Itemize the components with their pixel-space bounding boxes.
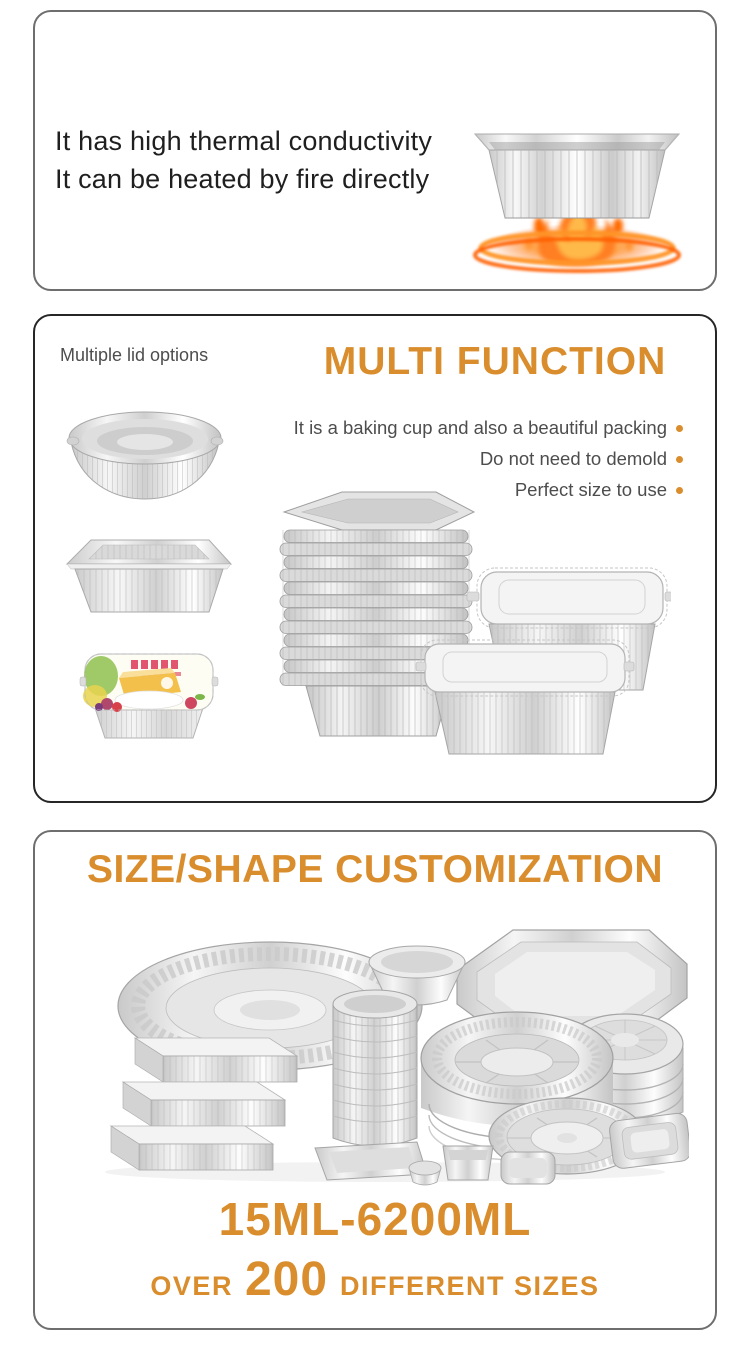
feature-bullet-text: Perfect size to use xyxy=(514,479,667,500)
bullet-dot xyxy=(676,456,683,463)
size-shape-customization-section xyxy=(33,830,717,1330)
feature-bullet xyxy=(294,412,683,443)
multiple-lid-options-label: Multiple lid options xyxy=(60,345,209,365)
round-foil-bowl-image xyxy=(65,404,225,504)
rectangular-foil-container-image xyxy=(63,528,235,616)
assorted-containers-image xyxy=(65,912,689,1186)
foil-container-printed-lid-image xyxy=(79,650,219,742)
multi-function-section xyxy=(33,314,717,803)
size-shape-title: SIZE/SHAPE CUSTOMIZATION xyxy=(86,848,664,891)
foil-pan-over-fire-image xyxy=(453,108,701,276)
over-label: OVER xyxy=(150,1271,233,1301)
thermal-conductivity-section xyxy=(33,10,717,291)
bullet-dot xyxy=(676,425,683,432)
bullet-dot xyxy=(676,487,683,494)
feature-bullet xyxy=(294,443,683,474)
sizes-count-line xyxy=(35,1252,715,1307)
thermal-line-2: It can be heated by fire directly xyxy=(55,164,430,194)
sizes-count: 200 xyxy=(244,1253,329,1306)
different-sizes-label: DIFFERENT SIZES xyxy=(340,1271,600,1301)
thermal-text-block xyxy=(55,122,432,198)
feature-bullet-text: Do not need to demold xyxy=(479,448,667,469)
feature-bullet-text: It is a baking cup and also a beautiful packing xyxy=(293,417,667,438)
lidded-containers-image xyxy=(415,566,671,762)
thermal-line-1: It has high thermal conductivity xyxy=(55,126,433,156)
volume-range-text: 15ML-6200ML xyxy=(218,1193,532,1245)
multi-function-title: MULTI FUNCTION xyxy=(323,340,667,383)
